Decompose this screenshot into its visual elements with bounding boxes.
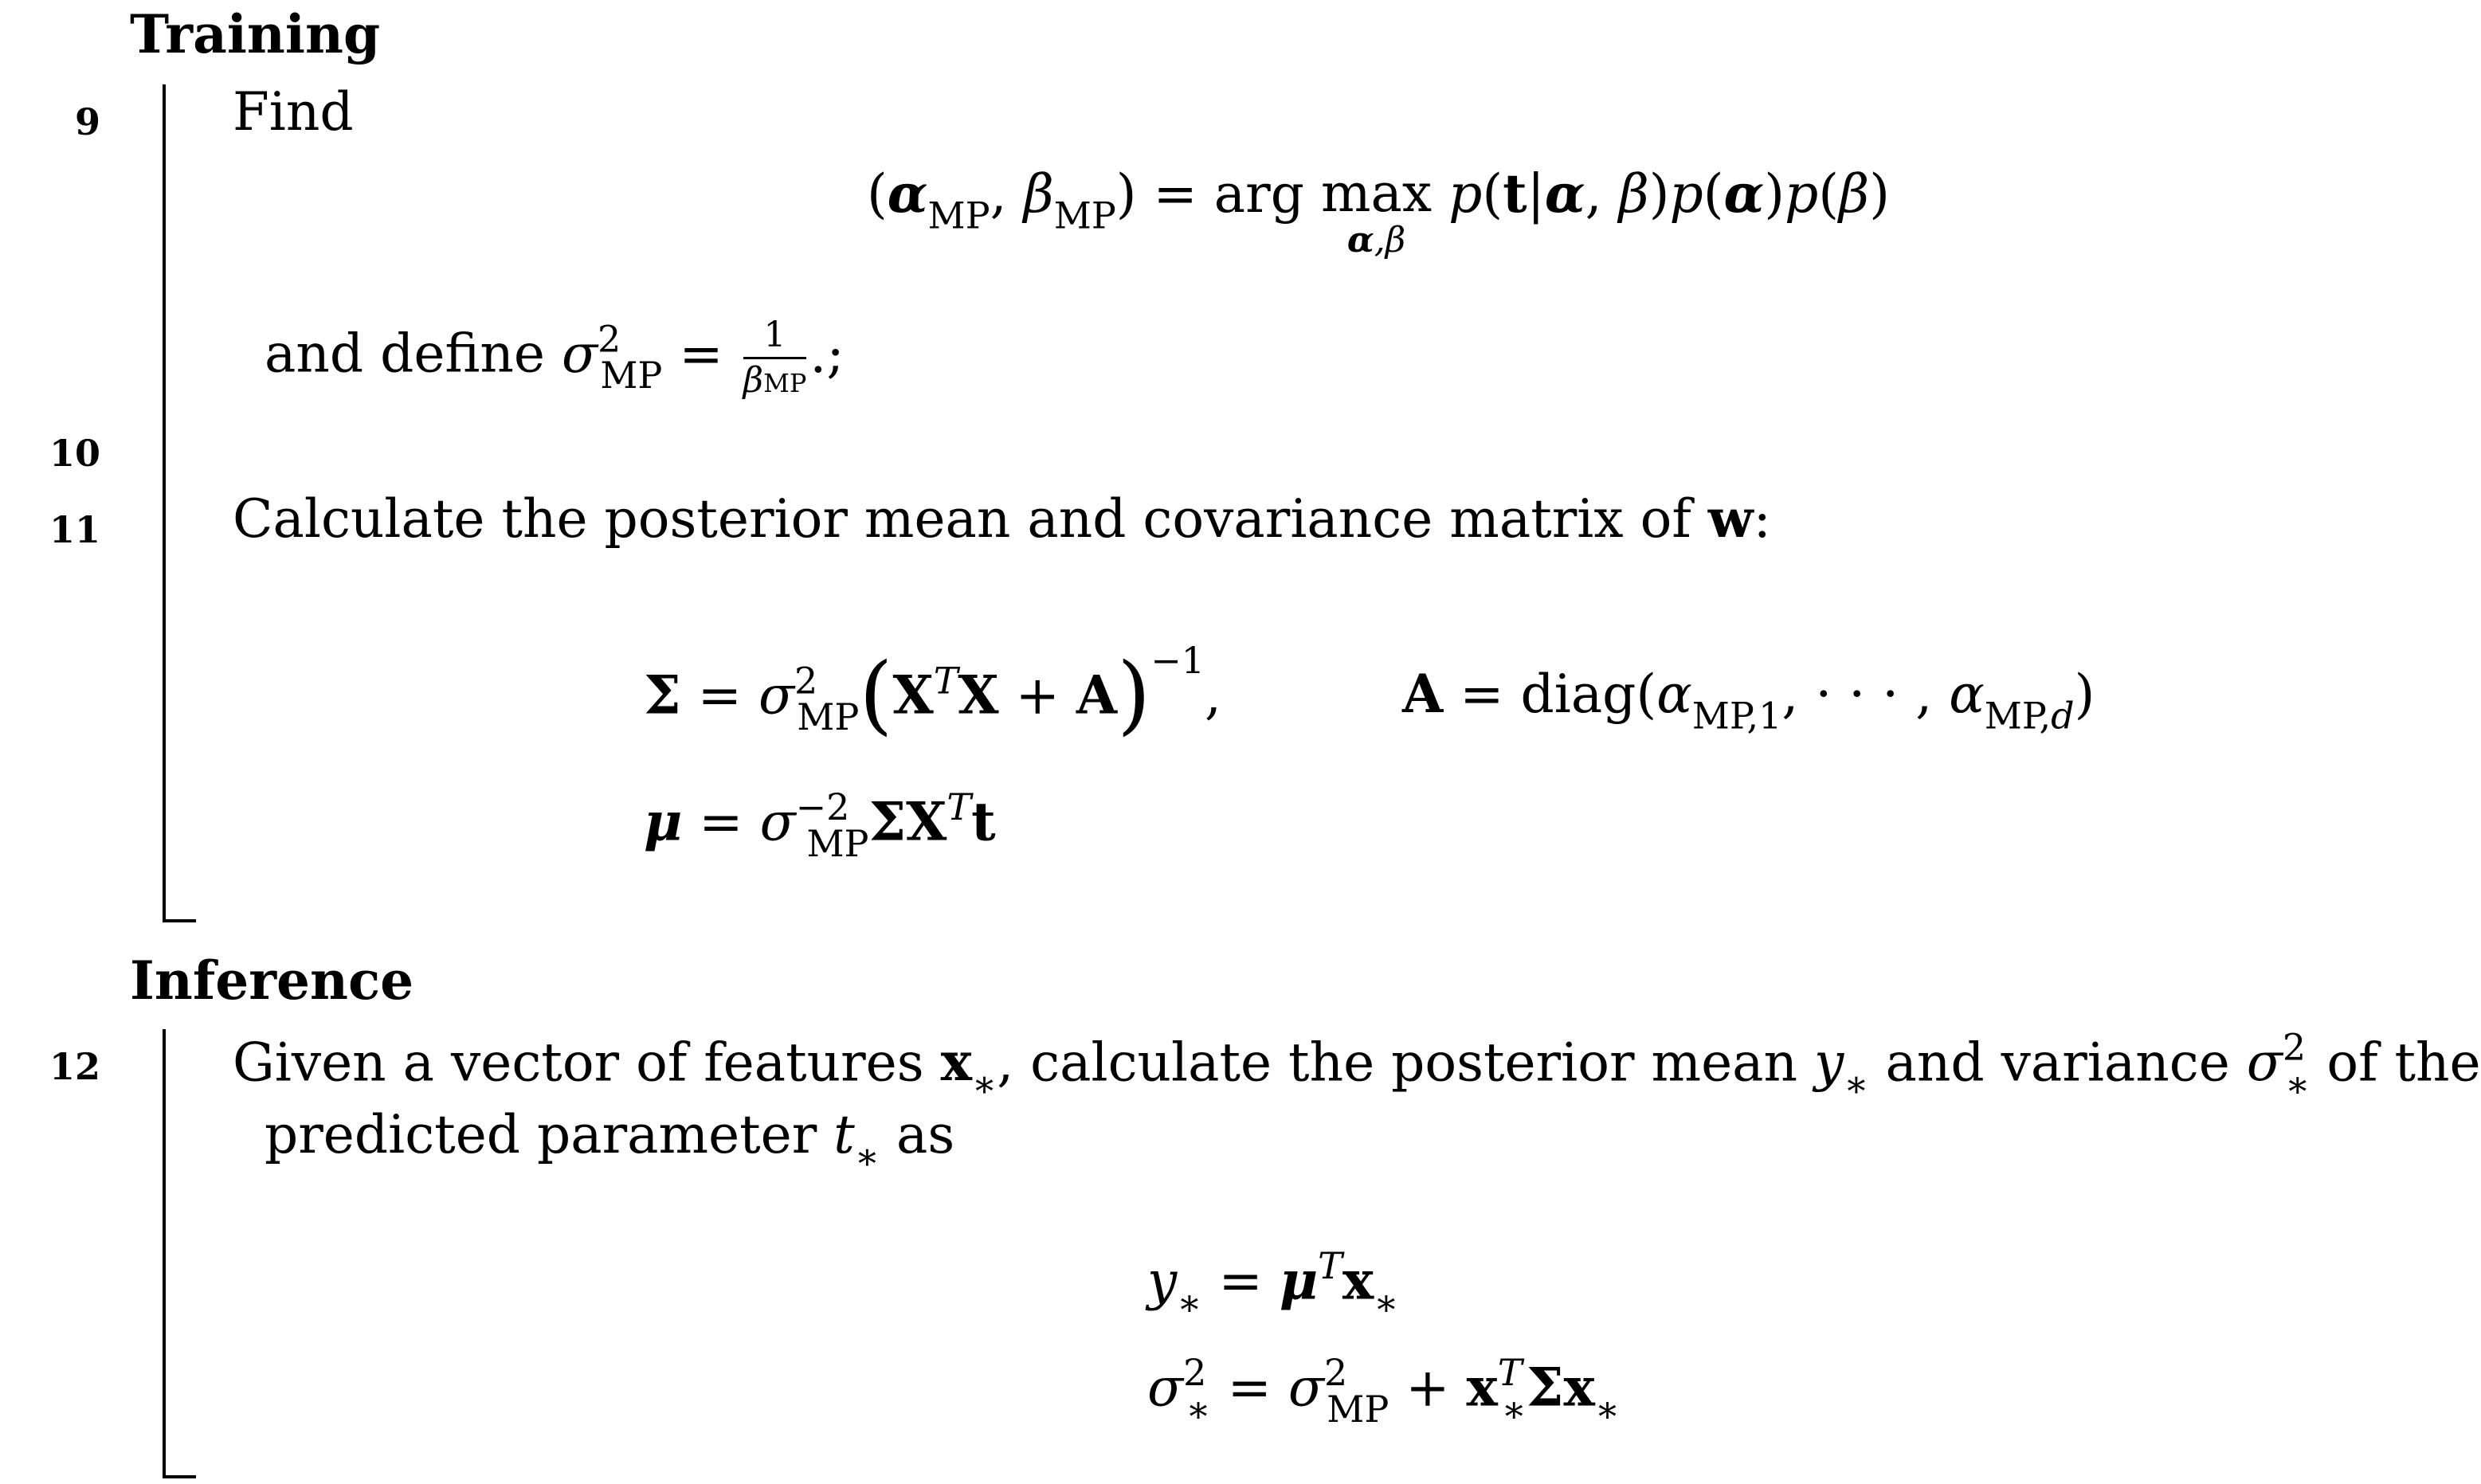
w-symbol: w <box>1707 487 1754 550</box>
inference-block-end <box>163 1475 196 1478</box>
inference-block-bar <box>163 1029 166 1478</box>
diag-equation: $A = diag(\alpha_{MP,1}$, · · · , $\alpha_{MP,d}$) <box>1402 663 2095 738</box>
training-heading: Training <box>130 3 381 65</box>
step-9-text: Find <box>233 81 354 143</box>
step-12-part-d: of the <box>2326 1032 2481 1094</box>
step-12-text-line2: predicted parameter $t_∗$ as <box>265 1104 955 1178</box>
step-12-part-a: Given a vector of features <box>233 1032 924 1094</box>
line-number-10: 10 <box>49 432 100 475</box>
step-9-continuation: and define $\sigma^2_{MP}$ = $\frac{1}{\text{βMP}}$ .; <box>265 315 845 401</box>
inference-heading: Inference <box>130 950 414 1012</box>
sigma-equation: $\Sigma = \sigma^2_{MP}(X^TX + A)^{-1}$, <box>644 639 1222 745</box>
step-12-text-line1: Given a vector of features $x_∗$, calculate the posterior mean $y_∗$ and variance $\sigma^2_∗$ of the <box>233 1026 2481 1106</box>
step-12-part-b: , calculate the posterior mean <box>997 1032 1797 1094</box>
step-11-label: Calculate the posterior mean and covariance matrix of <box>233 488 1691 550</box>
training-block-end <box>163 919 196 922</box>
step-11-colon: : <box>1753 488 1771 550</box>
line-number-11: 11 <box>49 508 100 551</box>
line-number-9: 9 <box>74 100 100 143</box>
step-12-part-f: as <box>896 1104 955 1165</box>
sigma-star-equation: $\sigma^2_∗ = \sigma^2_{MP} + x^T_∗\Sigma x_∗$ <box>1147 1351 1621 1431</box>
y-star-equation: $y_∗ = \mu^Tx_∗$ <box>1147 1244 1399 1324</box>
argmax-equation: ($\alpha_{MP}$, $\beta_{MP}$) = arg max α,β p(t|α, β)p(α)p(β) <box>867 162 1890 260</box>
training-block-bar-top <box>163 84 166 922</box>
step-11-text <box>233 487 1771 550</box>
and-define-label: and define <box>265 323 545 385</box>
step-12-part-c: and variance <box>1885 1032 2230 1094</box>
mu-equation: $\mu = \sigma^{-2}_{MP}\Sigma X^Tt$ <box>644 785 996 865</box>
step-12-part-e: predicted parameter <box>265 1104 817 1165</box>
line-number-12: 12 <box>49 1045 100 1088</box>
